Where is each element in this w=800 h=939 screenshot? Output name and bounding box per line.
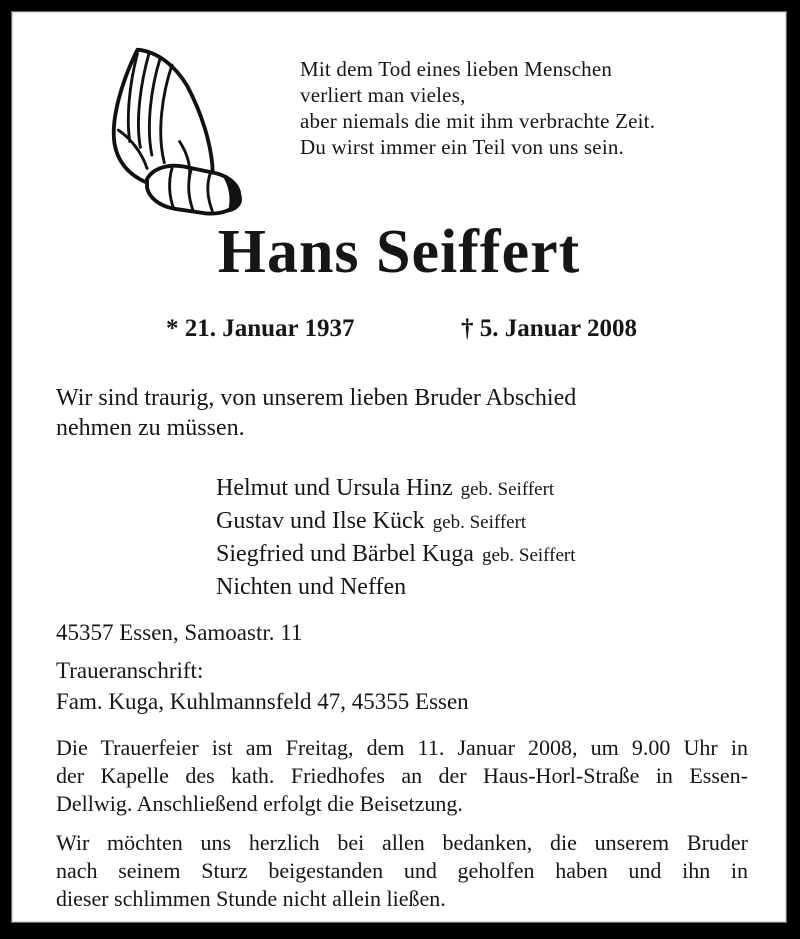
- funeral-line: der Kapelle des kath. Friedhofes an der Haus-Horl-Straße in Essen-: [56, 763, 748, 788]
- death-date: † 5. Januar 2008: [461, 315, 637, 342]
- deceased-name: Hans Seiffert: [217, 218, 581, 286]
- mourner-name: Helmut und Ursula Hinz: [216, 475, 453, 501]
- mourner-birthname: geb. Seiffert: [432, 512, 527, 533]
- praying-hands-icon: [80, 42, 262, 224]
- mourner-row: [216, 572, 576, 605]
- thanks-line: nach seinem Sturz beigestanden und geholfen haben und ihn in: [56, 858, 748, 883]
- funeral-line: Dellwig. Anschließend erfolgt die Beisetzung.: [56, 791, 463, 816]
- condolence-value: Fam. Kuga, Kuhlmannsfeld 47, 45355 Essen: [56, 689, 469, 714]
- mourner-row: [216, 473, 576, 506]
- intro-line: nehmen zu müssen.: [56, 415, 245, 441]
- mourner-row: [216, 506, 576, 539]
- mourner-row: [216, 539, 576, 572]
- epigraph-line: aber niemals die mit ihm verbrachte Zeit.: [300, 109, 656, 133]
- condolence-address: [56, 655, 469, 717]
- epigraph-line: Du wirst immer ein Teil von uns sein.: [300, 135, 625, 159]
- mourner-birthname: geb. Seiffert: [460, 479, 555, 500]
- epigraph-line: Mit dem Tod eines lieben Menschen: [300, 57, 613, 81]
- thanks-line: dieser schlimmen Stunde nicht allein ließen.: [56, 886, 446, 911]
- mourner-name: Nichten und Neffen: [216, 574, 407, 600]
- mourner-birthname: geb. Seiffert: [481, 545, 576, 566]
- birth-date: * 21. Januar 1937: [166, 315, 355, 342]
- funeral-line: Die Trauerfeier ist am Freitag, dem 11. Januar 2008, um 9.00 Uhr in: [56, 735, 748, 760]
- life-dates: [12, 315, 786, 349]
- mourner-name: Gustav und Ilse Kück: [216, 508, 425, 534]
- mourner-name: Siegfried und Bärbel Kuga: [216, 541, 474, 567]
- condolence-label: Traueranschrift:: [56, 658, 204, 683]
- thanks-paragraph: [56, 829, 748, 913]
- obituary-card: [11, 11, 787, 923]
- intro-paragraph: [56, 383, 576, 443]
- home-address: 45357 Essen, Samoastr. 11: [56, 620, 303, 645]
- epigraph: [300, 56, 655, 160]
- thanks-line: Wir möchten uns herzlich bei allen bedanken, die unserem Bruder: [56, 830, 748, 855]
- intro-line: Wir sind traurig, von unserem lieben Bruder Abschied: [56, 385, 577, 411]
- epigraph-line: verliert man vieles,: [300, 83, 466, 107]
- mourners-list: [216, 473, 576, 605]
- funeral-paragraph: [56, 734, 748, 818]
